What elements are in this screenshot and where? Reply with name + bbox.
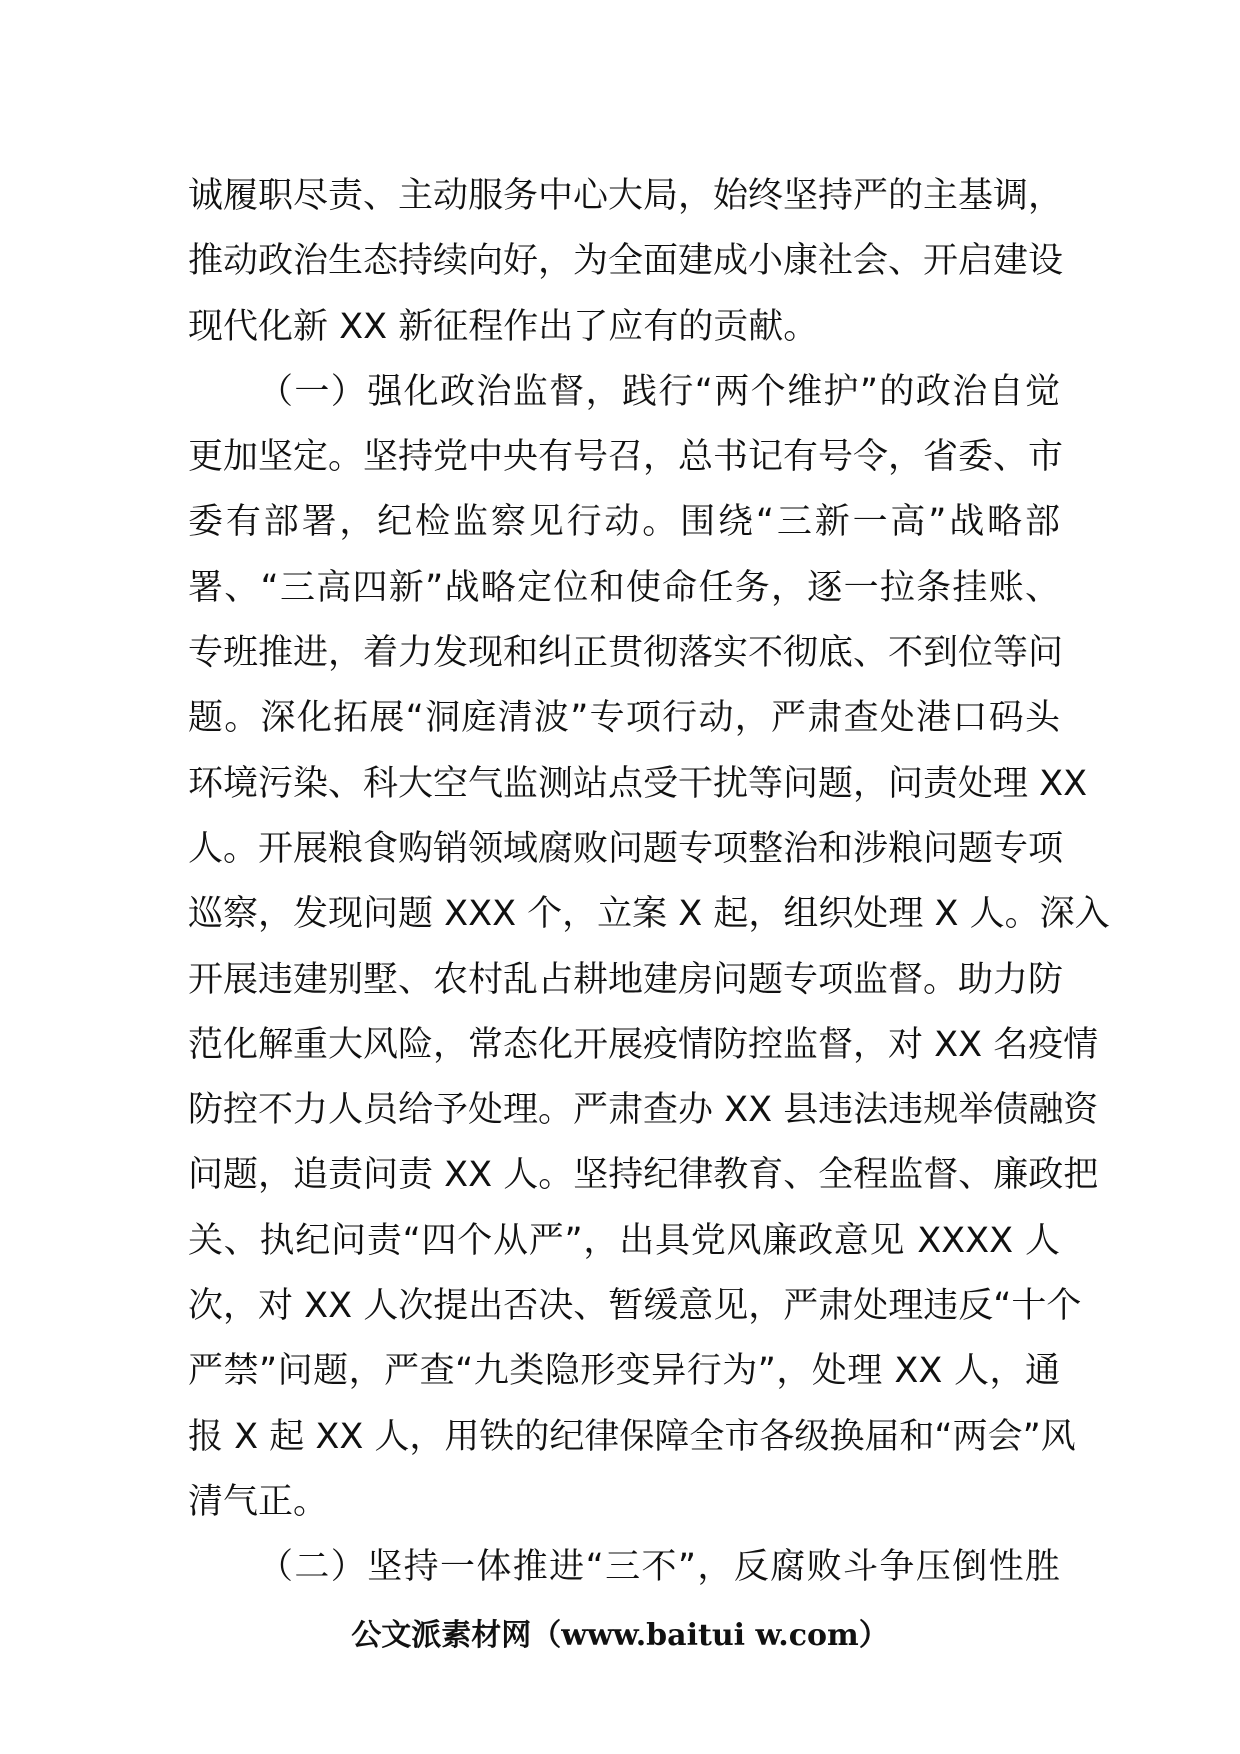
footer-watermark: 公文派素材网（www.baitui w.com） (351, 1618, 889, 1653)
text-line: 问题，追责问责 XX 人。坚持纪律教育、全程监督、廉政把 (188, 1155, 1099, 1196)
document-body (188, 164, 1110, 1601)
text-line: 环境污染、科大空气监测站点受干扰等问题，问责处理 XX (188, 763, 1088, 804)
text-line: 人。开展粮食购销领域腐败问题专项整治和涉粮问题专项 (188, 828, 1064, 869)
text-line: 防控不力人员给予处理。严肃查办 XX 县违法违规举债融资 (188, 1090, 1099, 1131)
text-line: 巡察，发现问题 XXX 个，立案 X 起，组织处理 X 人。深入 (188, 894, 1110, 935)
text-line: 题。深化拓展“洞庭清波”专项行动，严肃查处港口码头 (188, 698, 1060, 739)
text-line: 署、“三高四新”战略定位和使命任务，逐一拉条挂账、 (188, 567, 1060, 608)
text-line: 报 X 起 XX 人，用铁的纪律保障全市各级换届和“两会”风 (188, 1416, 1076, 1457)
text-line: 严禁”问题，严查“九类隐形变异行为”，处理 XX 人，通 (188, 1351, 1060, 1392)
text-line: 委有部署，纪检监察见行动。围绕“三新一高”战略部 (188, 502, 1060, 543)
section-heading-line: （一）强化政治监督，践行“两个维护”的政治自觉 (258, 371, 1060, 412)
text-line: 关、执纪问责“四个从严”，出具党风廉政意见 XXXX 人 (188, 1220, 1060, 1261)
text-line: 次，对 XX 人次提出否决、暂缓意见，严肃处理违反“十个 (188, 1286, 1082, 1327)
text-line: 更加坚定。坚持党中央有号召，总书记有号令，省委、市 (188, 437, 1064, 478)
text-line: 范化解重大风险，常态化开展疫情防控监督，对 XX 名疫情 (188, 1024, 1099, 1065)
text-line: 清气正。 (188, 1481, 329, 1522)
section-heading-line: （二）坚持一体推进“三不”，反腐败斗争压倒性胜 (258, 1547, 1060, 1588)
text-line: 开展违建别墅、农村乱占耕地建房问题专项监督。助力防 (188, 959, 1064, 1000)
text-line: 专班推进，着力发现和纠正贯彻落实不彻底、不到位等问 (188, 633, 1064, 674)
text-line: 推动政治生态持续向好，为全面建成小康社会、开启建设 (188, 241, 1064, 282)
text-line: 现代化新 XX 新征程作出了应有的贡献。 (188, 306, 819, 347)
text-line: 诚履职尽责、主动服务中心大局，始终坚持严的主基调， (188, 176, 1064, 216)
